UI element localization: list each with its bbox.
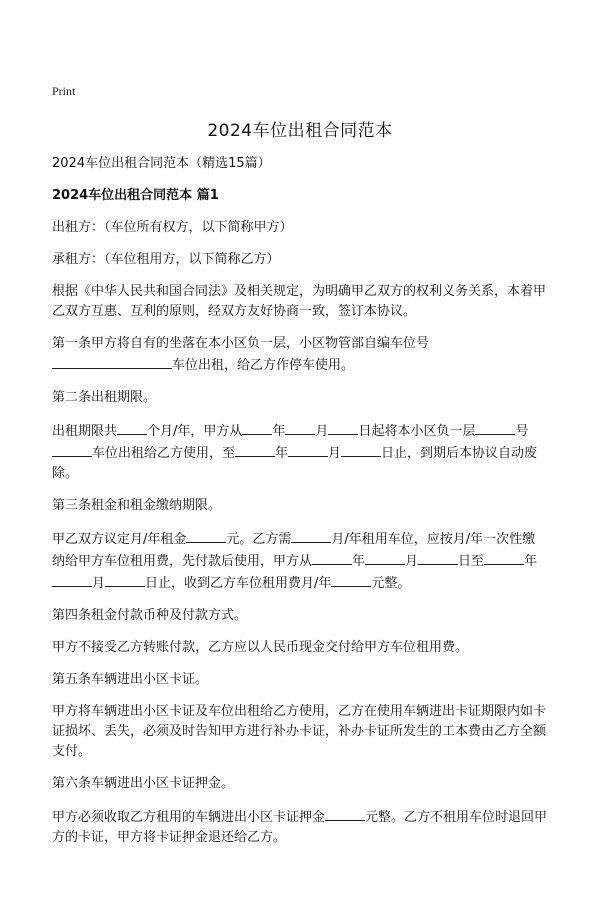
- preamble-paragraph: 根据《中华人民共和国合同法》及相关规定，为明确甲乙双方的权利义务关系，本着甲乙双方互惠、互利的原则，经双方友好协商一致，签订本协议。: [52, 284, 547, 319]
- received-amount-blank: [331, 572, 371, 587]
- article-1-text-b: 车位出租，给乙方作停车使用。: [172, 358, 355, 373]
- paid-end-month-blank: [52, 572, 92, 587]
- text-segment: 元整。: [371, 576, 411, 591]
- article-3-heading: 第三条租金和租金缴纳期限。: [52, 498, 222, 513]
- text-segment: 月: [328, 446, 342, 461]
- text-segment: 年: [352, 554, 366, 569]
- rent-period-blank: [291, 528, 331, 543]
- term-months-blank: [117, 420, 147, 435]
- deposit-amount-blank: [325, 806, 365, 821]
- document-body: [52, 154, 548, 860]
- text-segment: 甲乙双方议定月/年租金: [52, 532, 187, 547]
- paid-start-day-blank: [418, 550, 458, 565]
- article-6-body: [52, 806, 548, 848]
- floor-number-blank: [475, 420, 515, 435]
- text-segment: 日至: [458, 554, 485, 569]
- paid-start-month-blank: [365, 550, 405, 565]
- text-segment: 月: [92, 576, 106, 591]
- article-2-body: [52, 420, 548, 484]
- text-segment: 甲方必须收取乙方租用的车辆进出小区卡证押金: [52, 810, 326, 825]
- article-3-body: [52, 528, 548, 594]
- text-segment: 年: [524, 554, 538, 569]
- start-day-blank: [328, 420, 358, 435]
- rent-amount-blank: [186, 528, 226, 543]
- start-month-blank: [285, 420, 315, 435]
- text-segment: 元整。乙方不租用车位时退回甲方的卡证，甲方将卡证押金退还给乙方。: [52, 810, 548, 845]
- paid-end-year-blank: [484, 550, 524, 565]
- text-segment: 车位出租给乙方使用，至: [92, 446, 236, 461]
- article-4-body: 甲方不接受乙方转账付款，乙方应以人民币现金交付给甲方车位租用费。: [52, 640, 469, 655]
- text-segment: 月: [315, 424, 329, 439]
- document-title: 2024车位出租合同范本: [207, 121, 393, 141]
- text-segment: 日起将本小区负一层: [358, 424, 476, 439]
- paid-start-year-blank: [312, 550, 352, 565]
- space-number-blank: [52, 442, 92, 457]
- text-segment: 年: [275, 446, 289, 461]
- text-segment: 个月/年，甲方从: [147, 424, 243, 439]
- article-4-heading: 第四条租金付款币种及付款方式。: [52, 608, 248, 623]
- parking-number-blank: [52, 354, 172, 369]
- text-segment: 号: [515, 424, 529, 439]
- text-segment: 月: [405, 554, 419, 569]
- document-subtitle: 2024车位出租合同范本（精选15篇）: [52, 156, 271, 171]
- end-month-blank: [288, 442, 328, 457]
- text-segment: 出租期限共: [52, 424, 118, 439]
- text-segment: 日止，到期后本协议自动废除。: [52, 446, 538, 481]
- paid-end-day-blank: [105, 572, 145, 587]
- lessor-line: 出租方：（车位所有权方，以下简称甲方）: [52, 220, 293, 235]
- article-6-heading: 第六条车辆进出小区卡证押金。: [52, 776, 235, 791]
- article-1: [52, 334, 548, 376]
- article-2-heading: 第二条出租期限。: [52, 390, 157, 405]
- text-segment: 月/年租用车位，应按月/年一次性缴纳给甲方车位租用费，先付款后使用，甲方从: [52, 532, 536, 569]
- start-year-blank: [242, 420, 272, 435]
- text-segment: 日止，收到乙方车位租用费月/年: [145, 576, 332, 591]
- section-title: 2024车位出租合同范本 篇1: [52, 188, 219, 203]
- article-5-heading: 第五条车辆进出小区卡证。: [52, 672, 209, 687]
- end-day-blank: [341, 442, 381, 457]
- article-5-body: 甲方将车辆进出小区卡证及车位出租给乙方使用，乙方在使用车辆进出卡证期限内如卡证损坏、丢失，必须及时告知甲方进行补办卡证，补办卡证所发生的工本费由乙方全额支付。: [52, 704, 547, 759]
- lessee-line: 承租方：（车位租用方，以下简称乙方）: [52, 252, 280, 267]
- end-year-blank: [235, 442, 275, 457]
- print-label: Print: [52, 84, 76, 98]
- text-segment: 年: [272, 424, 286, 439]
- text-segment: 元。乙方需: [226, 532, 292, 547]
- article-1-text-a: 第一条甲方将自有的坐落在本小区负一层，小区物管部自编车位号: [52, 336, 430, 351]
